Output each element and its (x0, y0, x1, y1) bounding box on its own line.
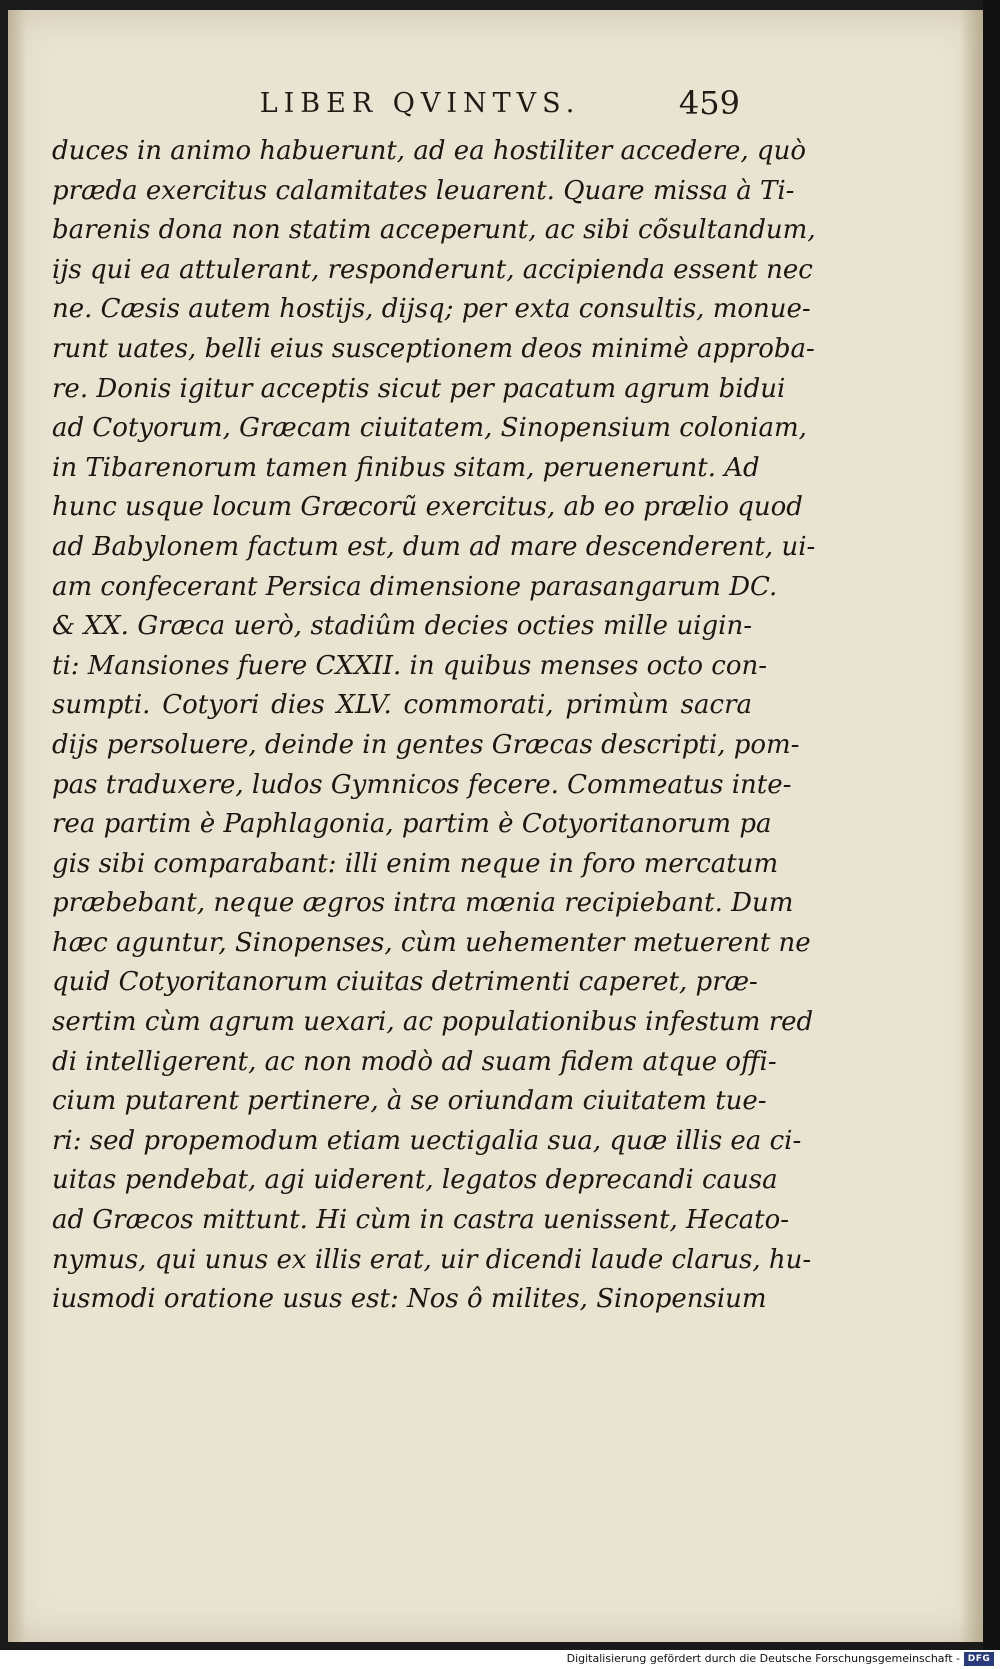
running-head: LIBER QVINTVS. (259, 88, 581, 119)
text-line: am confecerant Persica dimensione parasangarum DC. (52, 571, 778, 602)
body-text (52, 132, 816, 1320)
text-line: nymus, qui unus ex illis erat, uir dicendi laude clarus, hu- (52, 1244, 812, 1275)
text-line: ri: sed propemodum etiam uectigalia sua, quæ illis ea ci- (52, 1125, 802, 1156)
text-line: ad Cotyorum, Græcam ciuitatem, Sinopensium coloniam, (52, 413, 807, 444)
text-line: iusmodi oratione usus est: Nos ô milites, Sinopensium (52, 1284, 767, 1315)
text-line: sertim cùm agrum uexari, ac populationibus infestum red (52, 1007, 814, 1038)
text-line: in Tibarenorum tamen finibus sitam, peruenerunt. Ad (52, 452, 760, 483)
text-line: præbebant, neque ægros intra mœnia recipiebant. Dum (52, 888, 794, 919)
text-line: & XX. Græca uerò, stadiûm decies octies mille uigin- (52, 611, 752, 642)
text-line: ijs qui ea attulerant, responderunt, accipienda essent nec (52, 254, 813, 285)
text-line: uitas pendebat, agi uiderent, legatos deprecandi causa (52, 1165, 778, 1196)
scan-gutter (983, 0, 1000, 1650)
text-line: cium putarent pertinere, à se oriundam ciuitatem tue- (52, 1086, 767, 1117)
text-line: hæc aguntur, Sinopenses, cùm uehementer metuerent ne (52, 927, 811, 958)
text-line: pas traduxere, ludos Gymnicos fecere. Commeatus inte- (52, 769, 792, 800)
text-line: duces in animo habuerunt, ad ea hostiliter accedere, quò (52, 136, 806, 166)
text-line: ti: Mansiones fuere CXXII. in quibus menses octo con- (52, 650, 767, 681)
page-header (60, 80, 740, 130)
text-line: ad Babylonem factum est, dum ad mare descenderent, ui- (52, 531, 816, 562)
text-line: rea partim è Paphlagonia, partim è Cotyoritanorum pa (52, 809, 772, 840)
text-line: gis sibi comparabant: illi enim neque in foro mercatum (52, 848, 779, 879)
text-line: di intelligerent, ac non modò ad suam fidem atque offi- (52, 1046, 777, 1077)
text-line: quid Cotyoritanorum ciuitas detrimenti caperet, præ- (52, 967, 758, 998)
page-shadow-right (960, 10, 983, 1642)
text-line: re. Donis igitur acceptis sicut per pacatum agrum bidui (52, 373, 786, 404)
page-number: 459 (678, 84, 740, 122)
text-line: præda exercitus calamitates leuarent. Quare missa à Ti- (52, 175, 795, 206)
digitization-footer (0, 1650, 1000, 1669)
text-line: ad Græcos mittunt. Hi cùm in castra uenissent, Hecato- (52, 1205, 790, 1236)
text-line: ne. Cæsis autem hostijs, dijsq; per exta consultis, monue- (52, 294, 811, 325)
text-line: dijs persoluere, deinde in gentes Græcas descripti, pom- (52, 729, 800, 760)
text-line: barenis dona non statim acceperunt, ac sibi cõsultandum, (52, 215, 816, 246)
text-line: runt uates, belli eius susceptionem deos minimè approba- (52, 333, 815, 364)
page-shadow-left (8, 10, 26, 1642)
dfg-logo: DFG (964, 1652, 994, 1666)
text-line: hunc usque locum Græcorũ exercitus, ab eo prælio quod (52, 492, 803, 523)
funding-credit: Digitalisierung gefördert durch die Deutsche Forschungsgemeinschaft - (566, 1652, 960, 1665)
text-line: sumpti. Cotyori dies XLV. commorati, primùm sacra (52, 690, 752, 721)
